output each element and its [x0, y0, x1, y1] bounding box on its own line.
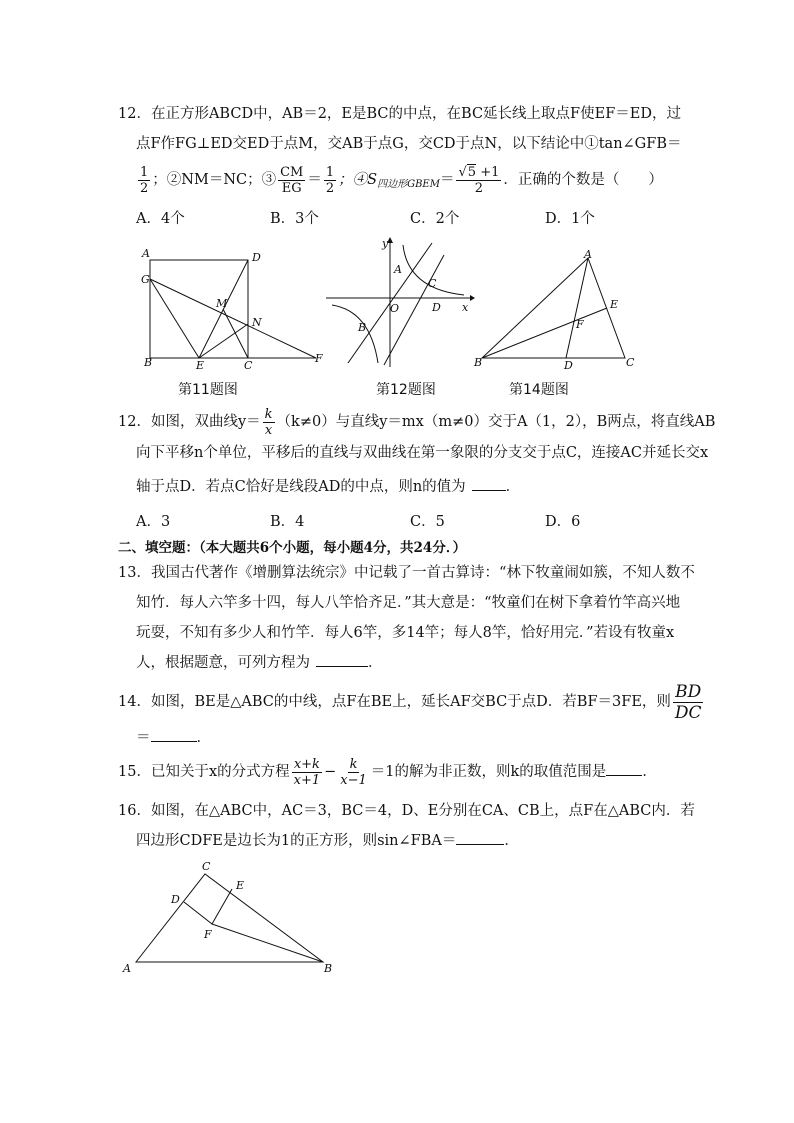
fraction-k-x: $\frac{k}{x}$: [264, 406, 273, 438]
answer-blank-12b[interactable]: [472, 476, 506, 491]
answer-blank-13[interactable]: [316, 652, 368, 667]
fraction-sqrt5: $\frac{√5 +1}{2}$: [458, 164, 500, 196]
q13-line2: 知竹．每人六竿多十四，每人八竿恰齐足．”其大意是：“牧童们在树下拿着竹竿高兴地: [136, 595, 681, 611]
svg-text:E: E: [196, 359, 205, 370]
svg-text:y: y: [382, 237, 389, 250]
q12b-option-b: B．4: [270, 514, 305, 530]
svg-text:E: E: [610, 298, 619, 311]
q12a-line3: $\frac{1}{2}$ ；②NM＝NC；③ $\frac{CM}{EG}$ ＝ $\frac{1}{2}$ ；$④S_{四边形GBEM}=$ $\frac{√5 +1}{2}$ ．正确的个数是（ ）: [140, 164, 663, 196]
q12a-option-b: B．3个: [270, 211, 319, 227]
svg-text:x: x: [462, 301, 469, 314]
fraction-bd-dc: $\frac{BD}{DC}$: [674, 681, 702, 723]
q12a-line2: 点F作FG⊥ED交ED于点M，交AB于点G，交CD于点N，以下结论中①tan∠GFB＝: [136, 136, 682, 152]
svg-text:D: D: [252, 251, 261, 264]
svg-text:N: N: [252, 316, 262, 329]
svg-text:A: A: [584, 248, 592, 261]
figure-12: [322, 235, 477, 370]
answer-blank-14[interactable]: [151, 727, 197, 742]
svg-text:D: D: [564, 359, 573, 370]
svg-text:F: F: [576, 318, 584, 331]
answer-blank-15[interactable]: [606, 761, 642, 776]
figure-16: [118, 856, 344, 981]
caption-fig14: 第14题图: [509, 382, 569, 398]
svg-text:D: D: [432, 301, 441, 314]
q12b-option-d: D．6: [545, 514, 581, 530]
svg-text:O: O: [390, 302, 400, 315]
q12b-line2: 向下平移n个单位，平移后的直线与双曲线在第一象限的分支交于点C，连接AC并延长交x: [136, 445, 709, 461]
caption-fig11: 第11题图: [178, 382, 238, 398]
svg-text:A: A: [123, 962, 131, 975]
q16-line1: 16．如图，在△ABC中，AC＝3，BC＝4，D、E分别在CA、CB上，点F在△ABC内．若: [118, 803, 695, 819]
figure-14: [470, 248, 640, 370]
q12a-option-a: A．4个: [136, 211, 185, 227]
answer-blank-16[interactable]: [456, 830, 504, 845]
caption-fig12: 第12题图: [376, 382, 436, 398]
q12a-option-c: C．2个: [410, 211, 460, 227]
q12a-option-d: D．1个: [545, 211, 595, 227]
svg-text:E: E: [236, 879, 245, 892]
q12a-line1: 12．在正方形ABCD中，AB＝2，E是BC的中点，在BC延长线上取点F使EF＝ED，过: [118, 106, 681, 122]
figure-11: [138, 245, 328, 370]
fraction-cm-eg: $\frac{CM}{EG}$: [280, 164, 304, 196]
svg-text:A: A: [142, 247, 150, 260]
q12b-line3: 轴于点D．若点C恰好是线段AD的中点，则n的值为 ．: [136, 476, 520, 498]
fraction-xk-x1: $\frac{x+k}{x+1}$: [293, 756, 321, 788]
svg-text:B: B: [144, 356, 153, 369]
svg-text:C: C: [244, 359, 253, 370]
svg-text:B: B: [358, 321, 367, 334]
q12b-line1: 12．如图，双曲线y＝ $\frac{k}{x}$ （k≠0）与直线y＝mx（m≠0）交于A（1，2），B两点，将直线AB: [118, 406, 716, 438]
svg-text:M: M: [216, 297, 228, 310]
q15-line: 15．已知关于x的分式方程 $\frac{x+k}{x+1}$ − $\frac{k}{x-1}$ ＝1的解为非正数，则k的取值范围是 ．: [118, 756, 657, 788]
q13-line1: 13．我国古代著作《增删算法统宗》中记载了一首古算诗：“林下牧童闹如簇，不知人数不: [118, 565, 695, 581]
section-2-heading: 二、填空题：（本大题共6个小题，每小题4分，共24分．）: [118, 540, 467, 556]
q12b-option-a: A．3: [136, 514, 171, 530]
q13-line4: 人，根据题意，可列方程为 ．: [136, 652, 383, 674]
q13-line3: 玩耍，不知有多少人和竹竿．每人6竿，多14竿；每人8竿，恰好用完．”若设有牧童x: [136, 625, 675, 641]
svg-text:A: A: [394, 263, 402, 276]
svg-text:C: C: [202, 860, 211, 873]
q12b-option-c: C．5: [410, 514, 445, 530]
fraction-k-x1: $\frac{k}{x-1}$: [340, 756, 367, 788]
svg-text:D: D: [171, 893, 180, 906]
q14-line1: 14．如图，BE是△ABC的中线，点F在BE上，延长AF交BC于点D．若BF＝3FE，则 $\frac{BD}{DC}$: [118, 681, 702, 723]
svg-text:C: C: [428, 277, 437, 290]
svg-text:B: B: [324, 962, 333, 975]
svg-text:F: F: [315, 352, 323, 365]
fraction-1-2b: $\frac{1}{2}$: [325, 164, 335, 196]
svg-text:C: C: [626, 356, 635, 369]
q14-line2: ＝ ．: [136, 727, 211, 749]
svg-text:G: G: [141, 273, 150, 286]
fraction-1-2: $\frac{1}{2}$: [140, 164, 149, 196]
svg-text:F: F: [204, 928, 212, 941]
q16-line2: 四边形CDFE是边长为1的正方形，则sin∠FBA＝ ．: [136, 830, 519, 852]
svg-text:B: B: [474, 356, 483, 369]
